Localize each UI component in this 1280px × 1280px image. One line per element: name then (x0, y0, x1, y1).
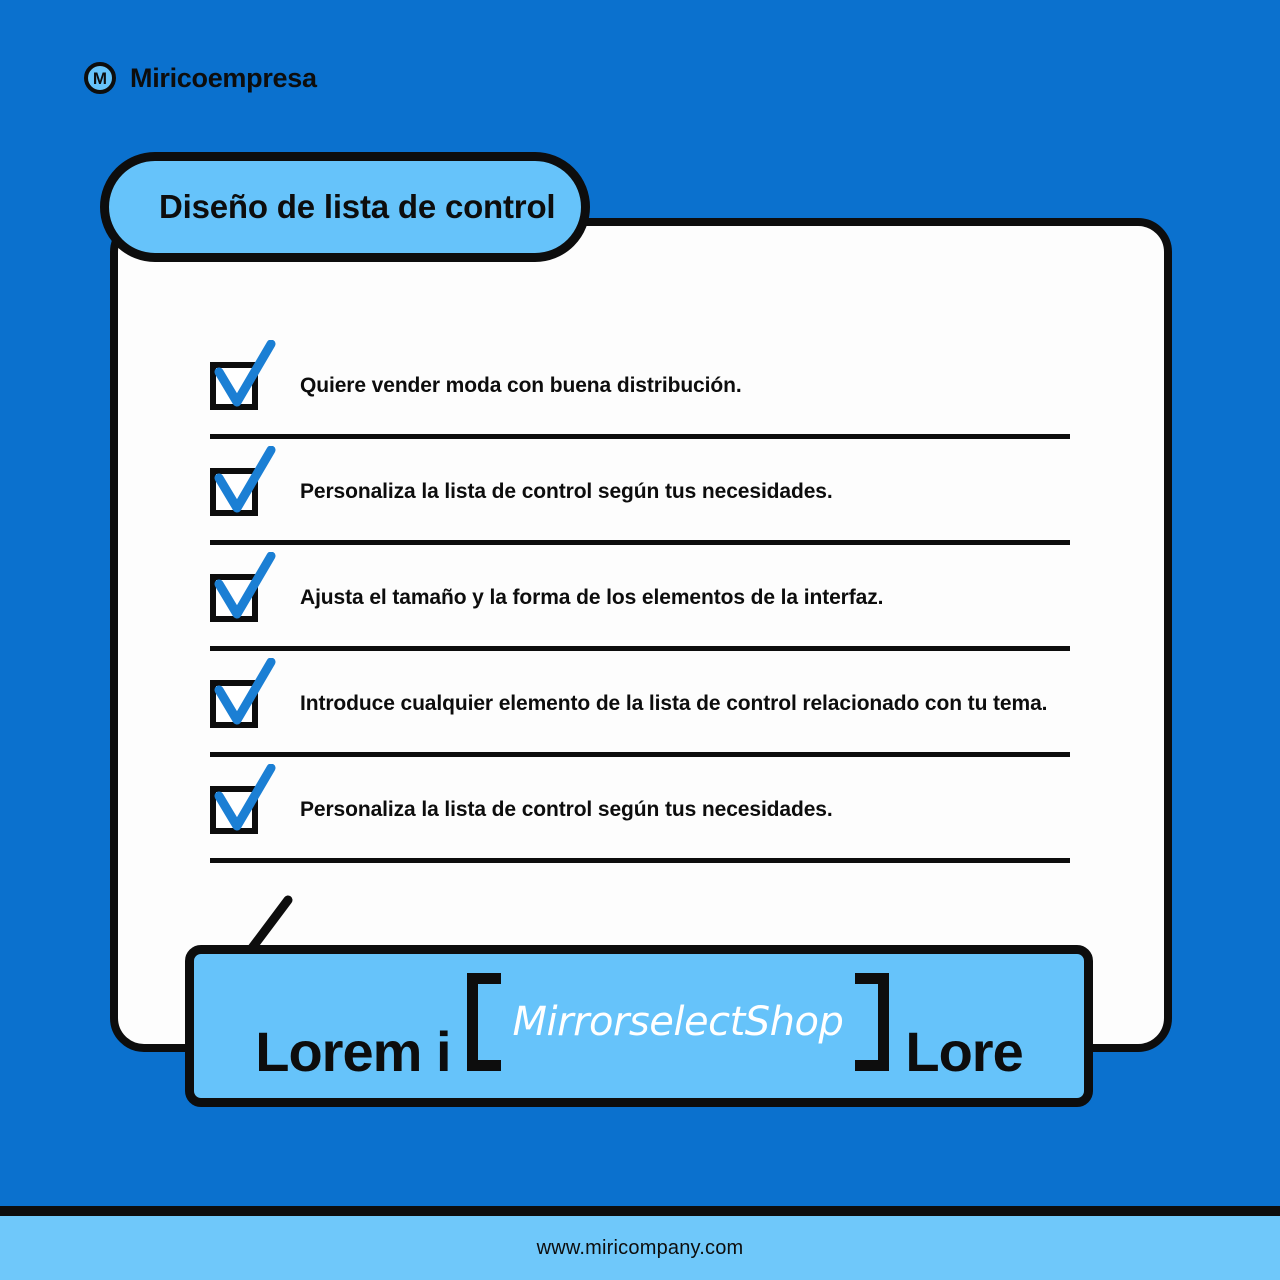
checkbox-3[interactable] (210, 574, 258, 622)
checkbox-2[interactable] (210, 468, 258, 516)
right-bracket-icon (855, 973, 889, 1071)
brand-mark-letter: M (92, 68, 108, 88)
bottom-banner (185, 945, 1093, 1107)
checkbox-square (210, 468, 258, 516)
checklist-item[interactable] (210, 651, 1072, 757)
footer-divider (0, 1206, 1280, 1216)
checklist-item-label: Personaliza la lista de control según tus necesidades. (300, 480, 833, 503)
checkbox-1[interactable] (210, 362, 258, 410)
checklist-item[interactable] (210, 439, 1072, 545)
page-title: Diseño de lista de control (159, 188, 556, 225)
page-title-pill (100, 152, 590, 262)
checkbox-square (210, 362, 258, 410)
brand-logo (84, 62, 317, 94)
checklist-item-label: Quiere vender moda con buena distribución. (300, 374, 742, 397)
bracketed-brand (467, 973, 890, 1071)
brand-name: Miricoempresa (130, 62, 317, 93)
banner-text (255, 973, 1023, 1083)
footer-url[interactable]: www.miricompany.com (536, 1236, 744, 1259)
banner-brand-label: MirrorselectShop (512, 998, 844, 1045)
checklist-item[interactable] (210, 545, 1072, 651)
checkbox-square (210, 786, 258, 834)
checklist-item[interactable] (210, 757, 1072, 863)
circled-m-logo-icon (84, 62, 116, 94)
checklist (210, 333, 1072, 863)
checklist-divider (210, 858, 1070, 863)
checklist-item[interactable] (210, 333, 1072, 439)
checkbox-square (210, 574, 258, 622)
banner-text-left: Lorem i (255, 1019, 451, 1083)
checkbox-square (210, 680, 258, 728)
checklist-item-label: Ajusta el tamaño y la forma de los elementos de la interfaz. (300, 586, 884, 609)
checklist-item-label: Introduce cualquier elemento de la lista de control relacionado con tu tema. (300, 692, 1048, 715)
checkbox-5[interactable] (210, 786, 258, 834)
checkbox-4[interactable] (210, 680, 258, 728)
footer (0, 1216, 1280, 1280)
banner-text-right: Lore (905, 1019, 1023, 1083)
checklist-item-label: Personaliza la lista de control según tus necesidades. (300, 798, 833, 821)
left-bracket-icon (467, 973, 501, 1071)
